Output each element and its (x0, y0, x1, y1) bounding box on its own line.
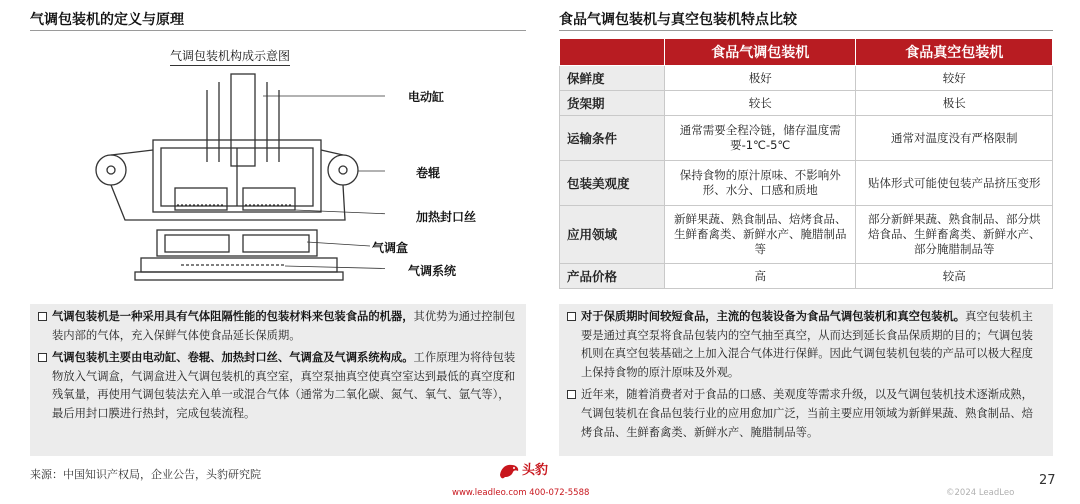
row-label: 应用领域 (560, 206, 665, 264)
right-section-title: 食品气调包装机与真空包装机特点比较 (559, 12, 797, 28)
right-note-2-text: 近年来，随着消费者对于食品的口感、美观度等需求升级，以及气调包装机技术逐渐成熟，气调包装机在食品包装行业的应用愈加广泛，当前主要应用领域为新鲜果蔬、熟食制品、焙烤食品、生鲜畜禽类、新鲜水产、腌腊制品等。 (581, 388, 1033, 439)
row-label: 产品价格 (560, 264, 665, 289)
left-title-rule (30, 30, 526, 31)
contact-info[interactable]: www.leadleo.com 400-072-5588 (452, 488, 590, 498)
page-number: 27 (1039, 473, 1056, 488)
cell-map: 高 (665, 264, 856, 289)
label-heating-wire: 加热封口丝 (416, 210, 477, 224)
cell-vacuum: 极长 (856, 91, 1053, 116)
row-label: 包装美观度 (560, 161, 665, 206)
label-roller: 卷辊 (416, 166, 441, 180)
left-note-1-lead: 气调包装机是一种采用具有气体阻隔性能的包装材料来包装食品的机器， (52, 310, 414, 323)
row-label: 运输条件 (560, 116, 665, 161)
left-note-1-text: 其优势为通过控制包装内部的气体，充入保鲜气体使食品延长保质期。 (52, 310, 516, 342)
label-gas-system: 气调系统 (408, 264, 457, 278)
cell-vacuum: 贴体形式可能使包装产品挤压变形 (856, 161, 1053, 206)
table-row (560, 161, 1053, 206)
cell-map: 保持食物的原汁原味、不影响外形、水分、口感和质地 (665, 161, 856, 206)
comparison-table (559, 38, 1053, 289)
checkbox-bullet-icon (567, 390, 576, 399)
left-note-1 (38, 308, 516, 345)
table-header-row (560, 39, 1053, 66)
cell-map: 极好 (665, 66, 856, 91)
left-note-2 (38, 349, 516, 423)
cell-vacuum: 通常对温度没有严格限制 (856, 116, 1053, 161)
right-title-rule (559, 30, 1053, 31)
copyright: ©2024 LeadLeo (946, 488, 1015, 498)
label-electric-cylinder: 电动缸 (408, 90, 445, 104)
col-header-map: 食品气调包装机 (665, 39, 856, 66)
left-notes (30, 304, 526, 456)
checkbox-bullet-icon (38, 353, 47, 362)
left-section-title: 气调包装机的定义与原理 (30, 12, 184, 28)
cell-vacuum: 较高 (856, 264, 1053, 289)
right-note-2 (567, 386, 1043, 442)
right-note-1 (567, 308, 1043, 382)
table-corner (560, 39, 665, 66)
table-row (560, 91, 1053, 116)
source-note: 来源：中国知识产权局，企业公告，头豹研究院 (30, 468, 261, 481)
table-row (560, 206, 1053, 264)
table-row (560, 66, 1053, 91)
diagram-caption: 气调包装机构成示意图 (170, 47, 290, 66)
table-row (560, 116, 1053, 161)
right-notes (559, 304, 1053, 456)
cell-vacuum: 部分新鲜果蔬、熟食制品、部分烘焙食品、生鲜畜禽类、新鲜水产、部分腌腊制品等 (856, 206, 1053, 264)
logo-text: 头豹 (522, 463, 549, 478)
checkbox-bullet-icon (38, 312, 47, 321)
table-row (560, 264, 1053, 289)
right-note-1-text: 真空包装机主要是通过真空泵将食品包装内的空气抽至真空，从而达到延长食品保质期的目的；气调包装机则在真空包装基础之上加入混合气体进行保鲜。因此气调包装机包装的产品可以极大程度上保持食物的原汁原味及外观。 (581, 310, 1033, 379)
checkbox-bullet-icon (567, 312, 576, 321)
cell-map: 较长 (665, 91, 856, 116)
left-note-2-lead: 气调包装机主要由电动缸、卷辊、加热封口丝、气调盒及气调系统构成。 (52, 351, 414, 365)
row-label: 货架期 (560, 91, 665, 116)
row-label: 保鲜度 (560, 66, 665, 91)
machine-diagram (85, 60, 385, 285)
col-header-vacuum: 食品真空包装机 (856, 39, 1053, 66)
leopard-logo-icon (497, 459, 521, 483)
right-note-1-lead: 对于保质期时间较短食品，主流的包装设备为食品气调包装机和真空包装机。 (581, 310, 966, 323)
cylinder-rod (231, 74, 255, 166)
cell-map: 新鲜果蔬、熟食制品、焙烤食品、生鲜畜禽类、新鲜水产、腌腊制品等 (665, 206, 856, 264)
cell-vacuum: 较好 (856, 66, 1053, 91)
label-map-box: 气调盒 (372, 241, 409, 255)
cell-map: 通常需要全程冷链，储存温度需要-1℃-5℃ (665, 116, 856, 161)
left-note-2-text: 工作原理为将待包装物放入气调盒，气调盒进入气调包装机的真空室，真空泵抽真空使真空室达到最低的真空度和残氧量，再使用气调包装法充入单一或混合气体（通常为二氧化碳、氮气、氧气、氩气等），最后用封口膜进行热封，完成包装流程。 (52, 351, 516, 420)
